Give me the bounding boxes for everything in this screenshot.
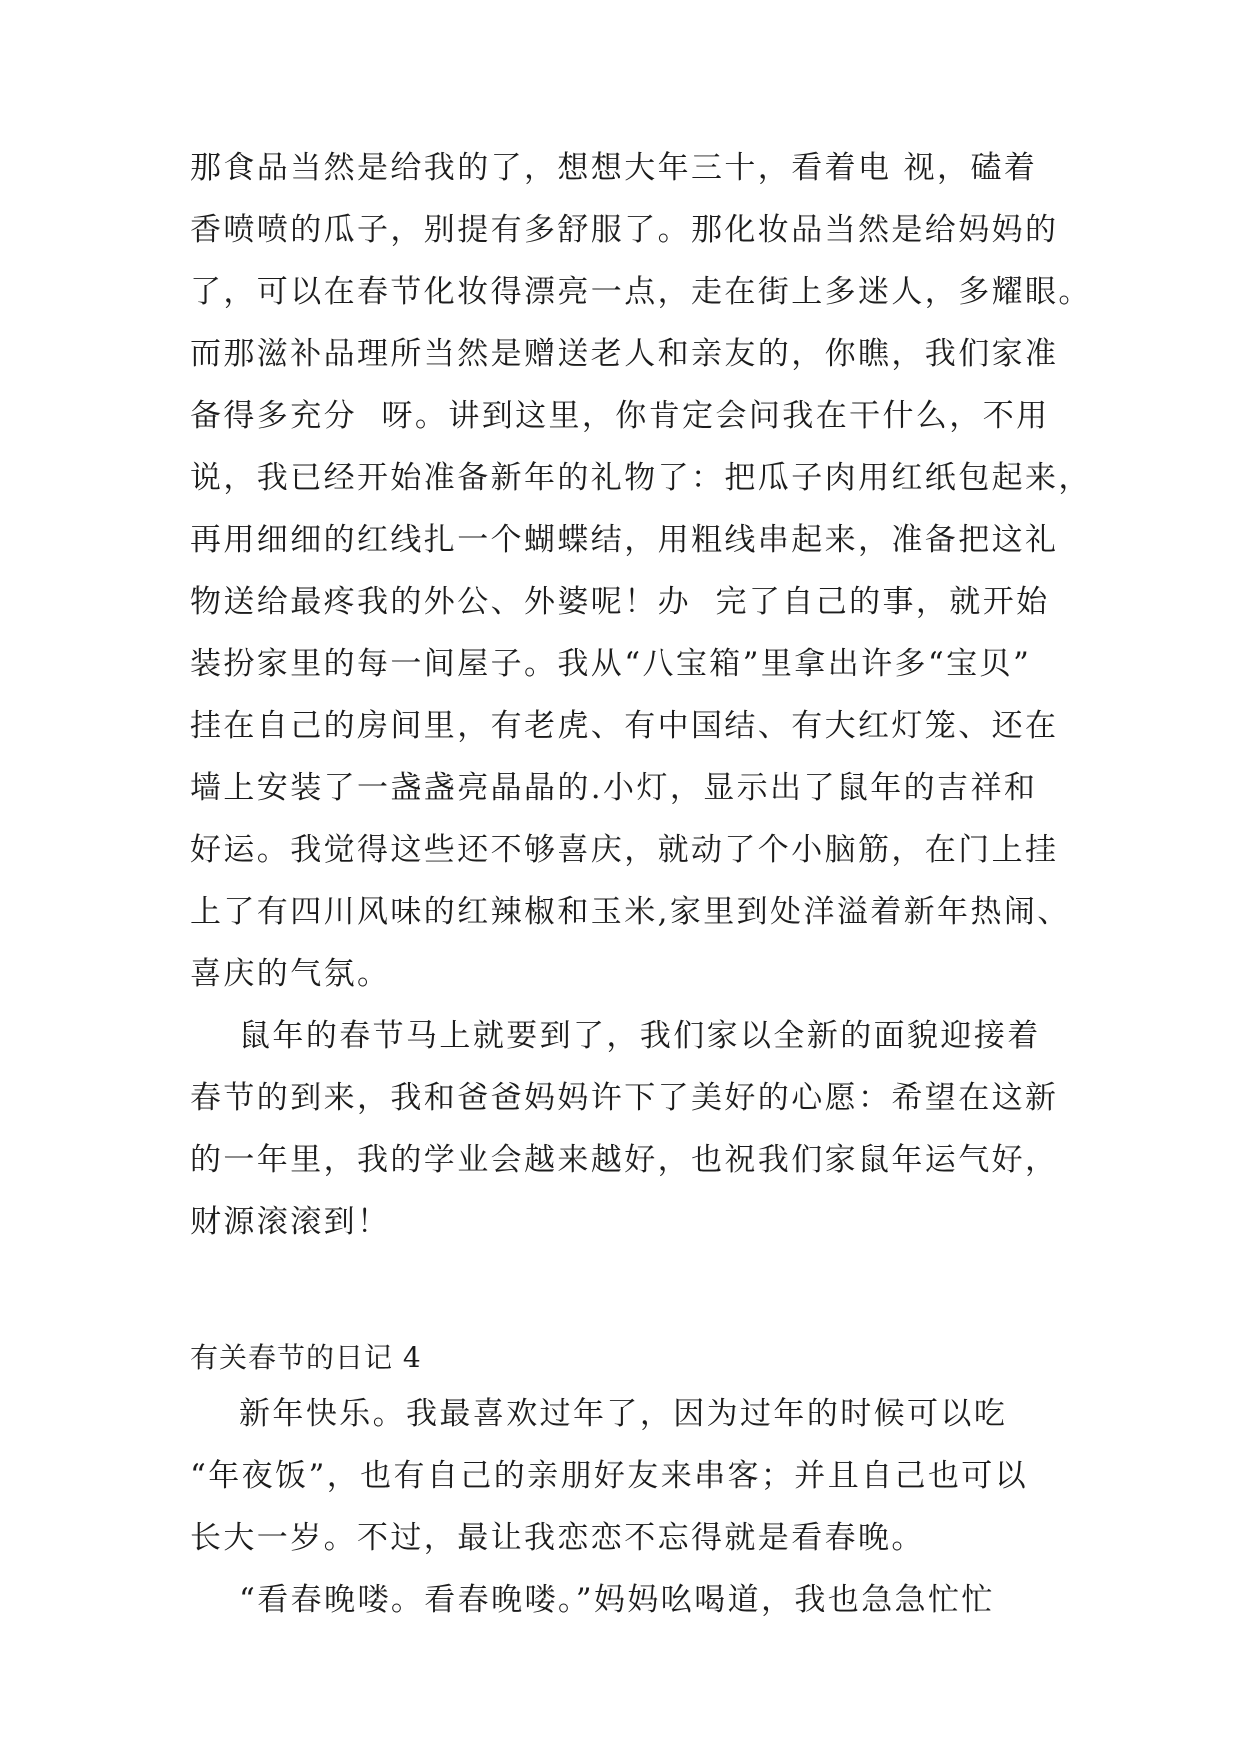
text-line: “看春晚喽。看春晚喽。”妈妈吆喝道，我也急急忙忙 (190, 1582, 995, 1618)
text-line: 鼠年的春节马上就要到了，我们家以全新的面貌迎接着 (190, 1018, 1041, 1054)
text-line: 好运。我觉得这些还不够喜庆，就动了个小脑筋，在门上挂 (190, 832, 1059, 868)
text-line: 说，我已经开始准备新年的礼物了：把瓜子肉用红纸包起来， (190, 460, 1092, 496)
text-line: 春节的到来，我和爸爸妈妈许下了美好的心愿：希望在这新 (190, 1080, 1059, 1116)
text-line: 装扮家里的每一间屋子。我从“八宝箱”里拿出许多“宝贝” (190, 646, 1032, 682)
text-line: 墙上安装了一盏盏亮晶晶的.小灯，显示出了鼠年的吉祥和 (190, 770, 1038, 806)
text-line: 的一年里，我的学业会越来越好，也祝我们家鼠年运气好， (190, 1142, 1059, 1178)
text-line: 那食品当然是给我的了，想想大年三十，看着电 视，磕着 (190, 150, 1038, 186)
section-title: 有关春节的日记 4 (190, 1341, 422, 1374)
text-line: 而那滋补品理所当然是赠送老人和亲友的，你瞧，我们家准 (190, 336, 1059, 372)
text-line: 备得多充分 呀。讲到这里，你肯定会问我在干什么，不用 (190, 398, 1050, 434)
text-line: 上了有四川风味的红辣椒和玉米,家里到处洋溢着新年热闹、 (190, 894, 1071, 930)
text-line: 新年快乐。我最喜欢过年了，因为过年的时候可以吃 (190, 1396, 1008, 1432)
text-line: 财源滚滚到！ (190, 1204, 391, 1240)
text-line: 长大一岁。不过，最让我恋恋不忘得就是看春晚。 (190, 1520, 925, 1556)
text-line: 再用细细的红线扎一个蝴蝶结，用粗线串起来，准备把这礼 (190, 522, 1059, 558)
text-line: 喜庆的气氛。 (190, 956, 391, 992)
text-line: 了，可以在春节化妆得漂亮一点，走在街上多迷人，多耀眼。 (190, 274, 1092, 310)
text-line: “年夜饭”，也有自己的亲朋好友来串客；并且自己也可以 (190, 1458, 1029, 1494)
text-line: 物送给最疼我的外公、外婆呢！办 完了自己的事，就开始 (190, 584, 1050, 620)
text-line: 香喷喷的瓜子，别提有多舒服了。那化妆品当然是给妈妈的 (190, 212, 1059, 248)
text-line: 挂在自己的房间里，有老虎、有中国结、有大红灯笼、还在 (190, 708, 1059, 744)
